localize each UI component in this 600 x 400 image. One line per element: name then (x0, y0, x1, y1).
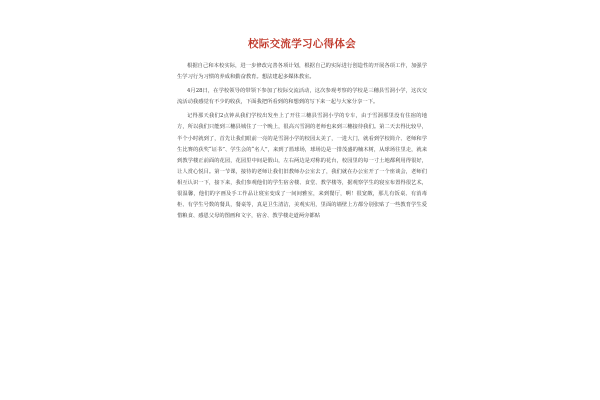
paragraph: 4月28日，在学校领导的带领下参加了校际交流活动，这次参观考察的学校是三穗县雪洞小学，这次交流活动我感觉有不少的收获，下面我把所看到的和想到的写下来一起与大家分享一下。 (177, 88, 427, 106)
paragraph: 根据自己和本校实际，进一步修改完善各项计划，根据自己的实际进行创造性的开展各项工作，加强学生学习行为习惯的养成和勤奋教育。想法建起多媒体教室。 (177, 63, 427, 81)
document-title: 校际交流学习心得体会 (248, 38, 356, 50)
paragraph: 记得那天我们2点钟从我们学校出发坐上了开往三穗县雪洞小学的专车，由于雪洞那里没有住宿的地方，所以我们只能到三穗县城住了一个晚上，很高兴雪洞的老师也来到三穗接待我们。第二天去得比较早，半个小时就到了，首先让我们眼前一亮的是雪洞小学的校园太美了，一进大门，就看到学校简介、老师和学生比赛的获奖“证书”、学生会的“名人”，来到了篮球场，球场边是一排茂盛的楠木树，从球场往里走，就来到教学楼正前面的花园，花园里中间是假山，左右两边是对称的花台，校园里的每一寸土地都利用得很好，让人赏心悦目。第一节课，接待的老师让我们旧教师办公室去了，我们就在办公室开了一个座谈会，老师们相互认识一下，接下来，我们参观他们的学生宿舍楼、食堂、教学楼等，据观察学生的寝室布置得很艺术，很温馨，他们的字画及手工作品让寝室变成了一间间雅室，来到餐厅，啊！很宽敞，那儿有饭桌、有消毒柜、有学生号数的餐具，餐桌等，真是卫生清洁，美观实用，里面的墙壁上方都分别张贴了一些教育学生爱惜粮食、感恩父母的图画和文字，宿舍、教学楼走道两旁都贴 (177, 113, 427, 220)
document-body (177, 36, 427, 225)
